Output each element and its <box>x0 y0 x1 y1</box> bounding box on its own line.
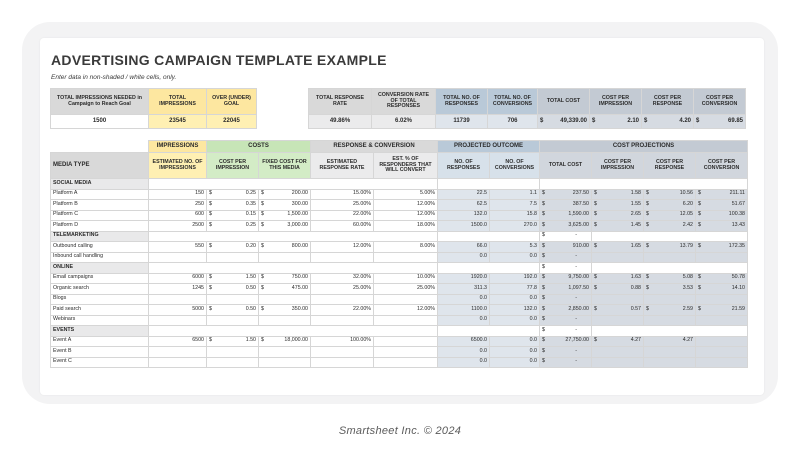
responses-cell: 62.5 <box>438 200 490 211</box>
conversions-cell: 0.0 <box>490 294 540 305</box>
col-cpc: COST PER CONVERSION <box>696 153 748 179</box>
convert-rate-cell[interactable]: 12.00% <box>374 305 438 316</box>
table-row <box>51 336 748 347</box>
media-name-cell[interactable]: Inbound call handling <box>51 252 149 263</box>
summary-totals-table <box>308 88 746 129</box>
convert-rate-cell[interactable]: 25.00% <box>374 284 438 295</box>
col-est-impressions: ESTIMATED NO. OF IMPRESSIONS <box>149 153 207 179</box>
total-cost-cell: $ 387.50 <box>540 200 592 211</box>
cpi-cell: $ 2.65 <box>592 210 644 221</box>
col-no-responses: NO. OF RESPONSES <box>438 153 490 179</box>
fixed-cost-cell[interactable]: $ 800.00 <box>259 242 311 253</box>
table-row <box>51 200 748 211</box>
conversions-cell: 0.0 <box>490 315 540 326</box>
convert-rate-cell[interactable]: 8.00% <box>374 242 438 253</box>
media-name-cell[interactable]: Event B <box>51 347 149 358</box>
section-online: ONLINE <box>51 263 149 274</box>
column-header-row <box>51 153 748 179</box>
header-total-conversions: TOTAL NO. OF CONVERSIONS <box>488 89 538 115</box>
cpc-cell: $ 50.78 <box>696 273 748 284</box>
response-rate-cell[interactable]: 15.00% <box>311 189 374 200</box>
over-under-goal-cell: 22045 <box>207 115 257 129</box>
table-row <box>51 210 748 221</box>
fixed-cost-cell[interactable]: $ 1,500.00 <box>259 210 311 221</box>
fixed-cost-cell[interactable]: $ 350.00 <box>259 305 311 316</box>
table-row <box>51 305 748 316</box>
conversion-rate-cell: 6.02% <box>372 115 436 129</box>
header-total-impressions: TOTAL IMPRESSIONS <box>149 89 207 115</box>
group-impressions: IMPRESSIONS <box>149 141 207 153</box>
cpi-cell: $ 1.63 <box>592 273 644 284</box>
responses-cell: 0.0 <box>438 357 490 368</box>
media-name-cell[interactable]: Organic search <box>51 284 149 295</box>
header-cost-per-impression: COST PER IMPRESSION <box>590 89 642 115</box>
responses-cell: 0.0 <box>438 294 490 305</box>
table-row <box>51 252 748 263</box>
response-rate-cell[interactable]: 100.00% <box>311 336 374 347</box>
conversions-cell: 192.0 <box>490 273 540 284</box>
cpi-cell: $ 1.55 <box>592 200 644 211</box>
total-impressions-cell: 23545 <box>149 115 207 129</box>
cpi-cell: $ 1.45 <box>592 221 644 232</box>
cost-per-impression-cell: $ 2.10 <box>590 115 642 129</box>
impressions-cell[interactable]: 550 <box>149 242 207 253</box>
total-cost-cell: $ 1,590.00 <box>540 210 592 221</box>
header-cost-per-conversion: COST PER CONVERSION <box>694 89 746 115</box>
cpc-cell: $ 100.38 <box>696 210 748 221</box>
conversions-cell: 0.0 <box>490 357 540 368</box>
media-name-cell[interactable]: Platform C <box>51 210 149 221</box>
cpr-cell: $ 5.08 <box>644 273 696 284</box>
impressions-cell[interactable]: 6000 <box>149 273 207 284</box>
cpc-cell: $ 13.43 <box>696 221 748 232</box>
total-responses-cell: 11739 <box>436 115 488 129</box>
cost-per-conversion-cell: $ 69.85 <box>694 115 746 129</box>
header-total-cost: TOTAL COST <box>538 89 590 115</box>
impressions-cell[interactable]: 6500 <box>149 336 207 347</box>
section-row <box>51 326 748 337</box>
cost-per-impression-cell[interactable]: $ 0.50 <box>207 284 259 295</box>
cpr-cell: $ 2.42 <box>644 221 696 232</box>
media-name-cell[interactable]: Platform D <box>51 221 149 232</box>
cpc-cell: $ 172.35 <box>696 242 748 253</box>
media-name-cell[interactable]: Outbound calling <box>51 242 149 253</box>
responses-cell: 1920.0 <box>438 273 490 284</box>
impressions-cell[interactable]: 250 <box>149 200 207 211</box>
col-media-type: MEDIA TYPE <box>51 153 149 179</box>
cost-per-impression-cell[interactable]: $ 1.50 <box>207 336 259 347</box>
responses-cell: 1500.0 <box>438 221 490 232</box>
table-row <box>51 273 748 284</box>
conversions-cell: 0.0 <box>490 347 540 358</box>
group-projected-outcome: PROJECTED OUTCOME <box>438 141 540 153</box>
fixed-cost-cell[interactable]: $ 200.00 <box>259 189 311 200</box>
fixed-cost-cell[interactable]: $ 18,000.00 <box>259 336 311 347</box>
instruction-note: Enter data in non-shaded / white cells, only. <box>51 74 177 81</box>
table-row <box>51 357 748 368</box>
total-cost-cell: $ - <box>540 294 592 305</box>
cost-per-impression-cell[interactable]: $ 1.50 <box>207 273 259 284</box>
fixed-cost-cell[interactable]: $ 750.00 <box>259 273 311 284</box>
col-fixed-cost: FIXED COST FOR THIS MEDIA <box>259 153 311 179</box>
total-cost-cell: $ 237.50 <box>540 189 592 200</box>
header-conversion-rate: CONVERSION RATE OF TOTAL RESPONSES <box>372 89 436 115</box>
table-row <box>51 221 748 232</box>
cost-per-impression-cell[interactable]: $ 0.20 <box>207 242 259 253</box>
responses-cell: 1100.0 <box>438 305 490 316</box>
media-name-cell[interactable]: Paid search <box>51 305 149 316</box>
impressions-cell[interactable]: 1245 <box>149 284 207 295</box>
cost-per-impression-cell[interactable]: $ 0.50 <box>207 305 259 316</box>
header-impressions-needed: TOTAL IMPRESSIONS NEEDED in Campaign to Reach Goal <box>51 89 149 115</box>
media-name-cell[interactable]: Platform A <box>51 189 149 200</box>
table-row <box>51 242 748 253</box>
fixed-cost-cell[interactable]: $ 475.00 <box>259 284 311 295</box>
total-cost-cell: $ - <box>540 347 592 358</box>
conversions-cell: 0.0 <box>490 252 540 263</box>
cpr-cell: 4.27 <box>644 336 696 347</box>
convert-rate-cell[interactable]: 5.00% <box>374 189 438 200</box>
response-rate-cell[interactable]: 25.00% <box>311 284 374 295</box>
table-row <box>51 284 748 295</box>
total-cost-cell: $ - <box>540 326 592 337</box>
col-no-conversions: NO. OF CONVERSIONS <box>490 153 540 179</box>
fixed-cost-cell[interactable]: $ 300.00 <box>259 200 311 211</box>
impressions-cell[interactable]: 2500 <box>149 221 207 232</box>
responses-cell: 311.3 <box>438 284 490 295</box>
cpr-cell: $ 13.79 <box>644 242 696 253</box>
conversions-cell: 0.0 <box>490 336 540 347</box>
col-cost-per-impression: COST PER IMPRESSION <box>207 153 259 179</box>
cost-per-impression-cell[interactable]: $ 0.35 <box>207 200 259 211</box>
responses-cell: 0.0 <box>438 252 490 263</box>
total-cost-cell: $ - <box>540 357 592 368</box>
conversions-cell: 270.0 <box>490 221 540 232</box>
conversions-cell: 7.5 <box>490 200 540 211</box>
table-row <box>51 315 748 326</box>
total-cost-cell: $ 2,850.00 <box>540 305 592 316</box>
cpc-cell: $ 51.67 <box>696 200 748 211</box>
responses-cell: 0.0 <box>438 347 490 358</box>
convert-rate-cell[interactable]: 12.00% <box>374 200 438 211</box>
section-row <box>51 179 748 190</box>
media-name-cell[interactable]: Platform B <box>51 200 149 211</box>
page-title: ADVERTISING CAMPAIGN TEMPLATE EXAMPLE <box>51 52 387 68</box>
convert-rate-cell[interactable]: 18.00% <box>374 221 438 232</box>
media-name-cell[interactable]: Event A <box>51 336 149 347</box>
header-over-under-goal: OVER (UNDER) GOAL <box>207 89 257 115</box>
responses-cell: 6500.0 <box>438 336 490 347</box>
cost-per-impression-cell[interactable]: $ 0.25 <box>207 221 259 232</box>
impressions-needed-cell[interactable]: 1500 <box>51 115 149 129</box>
total-conversions-cell: 706 <box>488 115 538 129</box>
response-rate-cell[interactable]: 22.00% <box>311 210 374 221</box>
cpc-cell: $ 21.59 <box>696 305 748 316</box>
response-rate-cell[interactable]: 32.00% <box>311 273 374 284</box>
responses-cell: 132.0 <box>438 210 490 221</box>
col-est-convert: EST. % OF RESPONDERS THAT WILL CONVERT <box>374 153 438 179</box>
response-rate-cell[interactable]: 25.00% <box>311 200 374 211</box>
convert-rate-cell[interactable] <box>374 336 438 347</box>
responses-cell: 66.0 <box>438 242 490 253</box>
response-rate-cell[interactable]: 60.00% <box>311 221 374 232</box>
total-cost-cell: $ 27,750.00 <box>540 336 592 347</box>
cpi-cell: $ 0.57 <box>592 305 644 316</box>
conversions-cell: 132.0 <box>490 305 540 316</box>
cpr-cell: $ 10.56 <box>644 189 696 200</box>
impressions-cell[interactable]: 600 <box>149 210 207 221</box>
media-plan-table <box>50 140 748 368</box>
cpc-cell: $ 14.10 <box>696 284 748 295</box>
cpi-cell: $ 1.65 <box>592 242 644 253</box>
cpi-cell: $ 1.58 <box>592 189 644 200</box>
fixed-cost-cell[interactable]: $ 3,000.00 <box>259 221 311 232</box>
table-row <box>51 347 748 358</box>
table-row <box>51 189 748 200</box>
group-costs: COSTS <box>207 141 311 153</box>
conversions-cell: 15.8 <box>490 210 540 221</box>
cpr-cell: $ 6.20 <box>644 200 696 211</box>
group-header-row <box>51 141 748 153</box>
col-cpi: COST PER IMPRESSION <box>592 153 644 179</box>
convert-rate-cell[interactable]: 10.00% <box>374 273 438 284</box>
total-cost-cell: $ - <box>540 252 592 263</box>
cpi-cell: $ 0.88 <box>592 284 644 295</box>
col-est-response-rate: ESTIMATED RESPONSE RATE <box>311 153 374 179</box>
section-events: EVENTS <box>51 326 149 337</box>
media-name-cell[interactable]: Webinars <box>51 315 149 326</box>
section-row <box>51 231 748 242</box>
total-cost-cell: $ 3,625.00 <box>540 221 592 232</box>
responses-cell: 22.5 <box>438 189 490 200</box>
cost-per-impression-cell[interactable]: $ 0.15 <box>207 210 259 221</box>
header-total-responses: TOTAL NO. OF RESPONSES <box>436 89 488 115</box>
cpi-cell: $ 4.27 <box>592 336 644 347</box>
responses-cell: 0.0 <box>438 315 490 326</box>
conversions-cell: 5.3 <box>490 242 540 253</box>
table-row <box>51 294 748 305</box>
total-cost-cell: $ 49,339.00 <box>538 115 590 129</box>
section-telemarketing: TELEMARKETING <box>51 231 149 242</box>
copyright-footer: Smartsheet Inc. © 2024 <box>338 425 462 437</box>
cpr-cell: $ 3.53 <box>644 284 696 295</box>
col-total-cost: TOTAL COST <box>540 153 592 179</box>
group-response-conversion: RESPONSE & CONVERSION <box>311 141 438 153</box>
total-cost-cell: $ - <box>540 315 592 326</box>
cpr-cell: $ 2.59 <box>644 305 696 316</box>
response-rate-cell[interactable]: 12.00% <box>311 242 374 253</box>
convert-rate-cell[interactable]: 12.00% <box>374 210 438 221</box>
response-rate-cell[interactable]: 22.00% <box>311 305 374 316</box>
total-cost-cell: $ 9,750.00 <box>540 273 592 284</box>
header-total-response-rate: TOTAL RESPONSE RATE <box>309 89 372 115</box>
total-cost-cell: $ 1,097.50 <box>540 284 592 295</box>
col-cpr: COST PER RESPONSE <box>644 153 696 179</box>
media-name-cell[interactable]: Email campaigns <box>51 273 149 284</box>
cpc-cell: $ 211.11 <box>696 189 748 200</box>
impressions-cell[interactable]: 150 <box>149 189 207 200</box>
section-social-media: SOCIAL MEDIA <box>51 179 149 190</box>
cost-per-response-cell: $ 4.20 <box>642 115 694 129</box>
conversions-cell: 77.8 <box>490 284 540 295</box>
total-cost-cell: $ 910.00 <box>540 242 592 253</box>
total-cost-cell: $ - <box>540 231 592 242</box>
section-row <box>51 263 748 274</box>
impressions-cell[interactable]: 5000 <box>149 305 207 316</box>
cpr-cell: $ 12.05 <box>644 210 696 221</box>
summary-impressions-table <box>50 88 257 129</box>
media-name-cell[interactable]: Event C <box>51 357 149 368</box>
total-response-rate-cell: 49.86% <box>309 115 372 129</box>
media-name-cell[interactable]: Blogs <box>51 294 149 305</box>
conversions-cell: 1.1 <box>490 189 540 200</box>
cost-per-impression-cell[interactable]: $ 0.25 <box>207 189 259 200</box>
spreadsheet <box>40 38 764 395</box>
total-cost-cell: $ - <box>540 263 592 274</box>
header-cost-per-response: COST PER RESPONSE <box>642 89 694 115</box>
group-cost-projections: COST PROJECTIONS <box>540 141 748 153</box>
